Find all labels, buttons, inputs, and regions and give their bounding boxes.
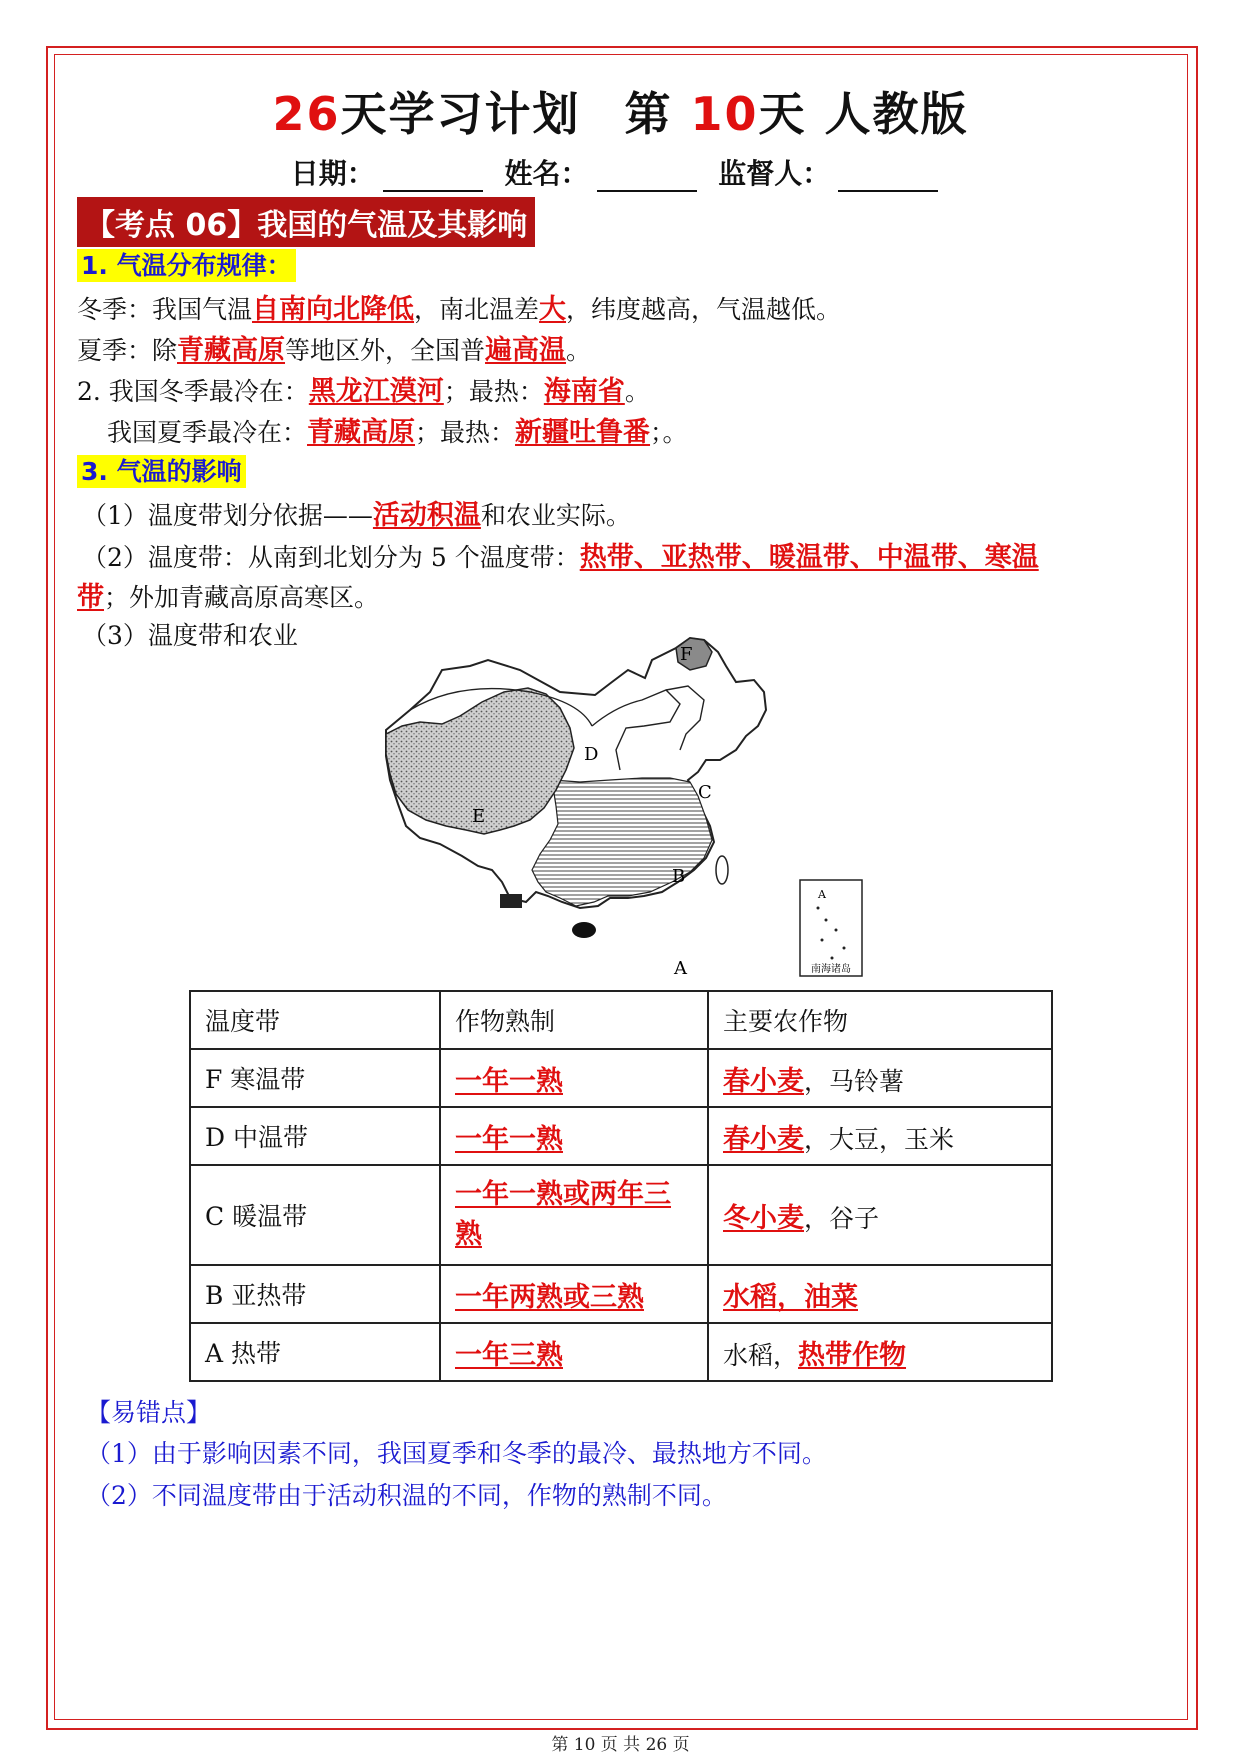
zone-crop-table <box>189 990 1053 1382</box>
system-value: 一年一熟或两年三 <box>455 1179 671 1210</box>
system-cell <box>440 1107 708 1165</box>
table-row <box>190 1049 1052 1107</box>
crop-key: 水稻，油菜 <box>723 1281 858 1313</box>
p3i2-suffix: ；外加青藏高原高寒区。 <box>104 583 380 612</box>
p2l1-suffix: 。 <box>624 377 650 406</box>
winter-key2: 大 <box>539 294 567 325</box>
crop-rest: ，谷子 <box>804 1203 880 1233</box>
info-line <box>0 152 1241 192</box>
zone-cell: C 暖温带 <box>190 1165 440 1265</box>
p3i2-prefix: （2）温度带：从南到北划分为 5 个温度带： <box>82 543 580 572</box>
map-label-e: E <box>472 806 486 827</box>
zone-cell: B 亚热带 <box>190 1265 440 1323</box>
south-sea-inset <box>800 880 862 976</box>
p2l1-prefix: 2. 我国冬季最冷在： <box>77 377 309 406</box>
summer-prefix: 夏季：除 <box>77 336 178 365</box>
system-value: 一年三熟 <box>455 1339 563 1371</box>
table-row <box>190 1107 1052 1165</box>
summer-line <box>77 328 591 367</box>
winter-mid: ，南北温差 <box>414 295 540 324</box>
system-cell <box>440 1049 708 1107</box>
name-blank[interactable] <box>597 164 697 192</box>
zone-cell: F 寒温带 <box>190 1049 440 1107</box>
crop-rest: ，马铃薯 <box>804 1066 905 1096</box>
taiwan-island <box>716 856 728 884</box>
crop-key: 春小麦 <box>723 1123 804 1155</box>
header-zone: 温度带 <box>190 991 440 1049</box>
crop-key: 冬小麦 <box>723 1202 804 1234</box>
title-day-number: 10 <box>690 87 759 141</box>
crop-cell <box>708 1107 1052 1165</box>
system-value: 一年一熟 <box>455 1065 563 1097</box>
date-blank[interactable] <box>383 164 483 192</box>
part3-heading-text: 3. 气温的影响 <box>77 455 246 488</box>
p2l1-key1: 黑龙江漠河 <box>308 376 444 407</box>
table-row <box>190 1323 1052 1381</box>
temperature-zone-map <box>380 630 880 990</box>
winter-key1: 自南向北降低 <box>252 294 415 325</box>
page-footer: 第 10 页 共 26 页 <box>551 1735 690 1755</box>
p2l2-key2: 新疆吐鲁番 <box>515 417 651 448</box>
title-day-prefix: 第 <box>624 87 673 141</box>
p3i2-key2: 带 <box>77 582 104 613</box>
p2l1-key2: 海南省 <box>543 376 625 407</box>
mistakes-heading: 【易错点】 <box>86 1398 212 1427</box>
zone-cell: D 中温带 <box>190 1107 440 1165</box>
map-label-c: C <box>698 782 712 803</box>
crop-cell <box>708 1165 1052 1265</box>
map-label-b: B <box>672 866 686 887</box>
part3-item2-line1 <box>82 535 1039 574</box>
crop-key: 热带作物 <box>798 1339 907 1371</box>
date-label: 日期： <box>290 157 375 190</box>
winter-line <box>77 287 841 326</box>
summer-mid: 等地区外，全国普 <box>285 336 486 365</box>
title-edition: 人教版 <box>824 87 969 141</box>
p3i1-prefix: （1）温度带划分依据—— <box>82 501 373 530</box>
system-value: 一年两熟或三熟 <box>455 1281 644 1313</box>
map-label-f: F <box>680 644 693 665</box>
part3-item1 <box>82 493 631 532</box>
page-title <box>0 78 1241 144</box>
part1-heading <box>77 246 296 282</box>
zone-cell: A 热带 <box>190 1323 440 1381</box>
title-plan: 天学习计划 <box>340 87 581 141</box>
p3i2-key1: 热带、亚热带、暖温带、中温带、寒温 <box>579 542 1039 573</box>
mistakes-item2: （2）不同温度带由于活动积温的不同，作物的熟制不同。 <box>86 1481 727 1510</box>
crop-key: 春小麦 <box>723 1065 804 1097</box>
header-crops: 主要农作物 <box>708 991 1052 1049</box>
system-cell <box>440 1165 708 1265</box>
summer-suffix: 。 <box>566 336 592 365</box>
inset-label: 南海诸岛 <box>811 964 851 975</box>
winter-suffix: ，纬度越高，气温越低。 <box>566 295 842 324</box>
hainan-island <box>572 922 596 938</box>
p2l2-suffix: ；。 <box>650 418 688 447</box>
crop-cell <box>708 1265 1052 1323</box>
p2l1-mid: ；最热： <box>443 377 544 406</box>
shaded-patch <box>500 894 522 908</box>
p3i1-key: 活动积温 <box>372 500 481 531</box>
name-label: 姓名： <box>504 157 589 190</box>
table-header-row <box>190 991 1052 1049</box>
inset-label-a: A <box>818 888 826 901</box>
title-number: 26 <box>272 87 341 141</box>
table-row <box>190 1265 1052 1323</box>
map-label-a: A <box>674 958 687 979</box>
supervisor-label: 监督人： <box>718 157 831 190</box>
crop-cell <box>708 1323 1052 1381</box>
header-system: 作物熟制 <box>440 991 708 1049</box>
p2l2-prefix: 我国夏季最冷在： <box>107 418 308 447</box>
title-day-suffix: 天 <box>758 87 807 141</box>
coldest-hottest-winter <box>77 369 650 408</box>
system-value: 一年一熟 <box>455 1123 563 1155</box>
p2l2-mid: ；最热： <box>415 418 516 447</box>
crop-cell <box>708 1049 1052 1107</box>
winter-prefix: 冬季：我国气温 <box>77 295 253 324</box>
p2l2-key1: 青藏高原 <box>307 417 416 448</box>
mistakes-item1: （1）由于影响因素不同，我国夏季和冬季的最冷、最热地方不同。 <box>86 1439 827 1468</box>
part3-item2-line2 <box>77 575 379 614</box>
map-label-d: D <box>584 744 599 765</box>
part3-heading <box>77 452 246 488</box>
system-value-cont: 熟 <box>455 1219 482 1250</box>
summer-key1: 青藏高原 <box>177 335 286 366</box>
table-row <box>190 1165 1052 1265</box>
system-cell <box>440 1323 708 1381</box>
p3i1-suffix: 和农业实际。 <box>480 501 631 530</box>
system-cell <box>440 1265 708 1323</box>
part1-heading-text: 1. 气温分布规律： <box>77 249 296 282</box>
supervisor-blank[interactable] <box>838 164 938 192</box>
crop-rest: ，大豆，玉米 <box>804 1124 955 1154</box>
part3-item3: （3）温度带和农业 <box>82 621 298 650</box>
crop-pre: 水稻， <box>723 1340 799 1370</box>
coldest-hottest-summer <box>107 410 688 449</box>
section-title: 【考点 06】我国的气温及其影响 <box>77 197 535 247</box>
summer-key2: 遍高温 <box>485 335 567 366</box>
